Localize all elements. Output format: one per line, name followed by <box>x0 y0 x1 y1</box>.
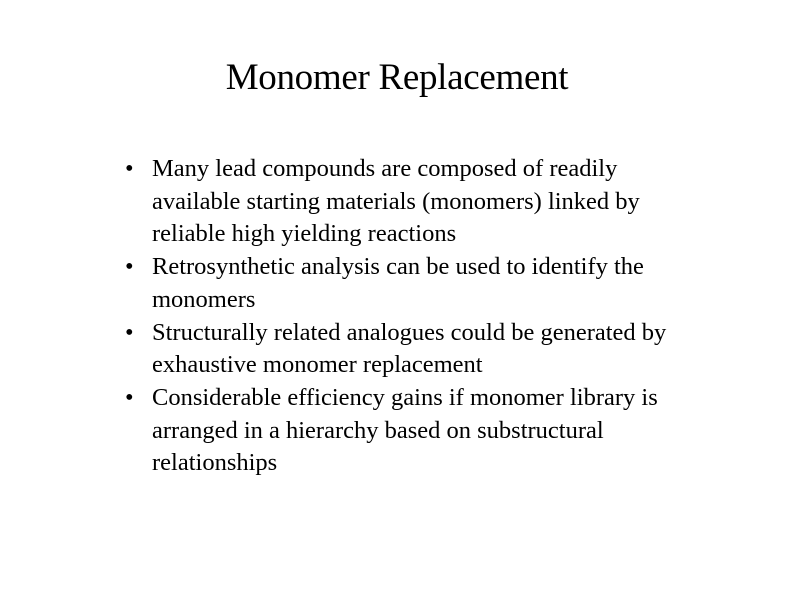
bullet-item <box>125 251 672 316</box>
bullet-item <box>125 153 672 251</box>
bullet-item <box>125 382 672 480</box>
bullet-marker: • <box>125 155 134 182</box>
bullet-marker: • <box>125 253 134 281</box>
bullet-text: Structurally related analogues could be generated by exhaustive monomer replacement <box>152 318 667 379</box>
bullet-text: Many lead compounds are composed of readily available starting materials (monomers) linked by reliable high yielding reactions <box>152 155 640 248</box>
bullet-marker: • <box>125 383 134 411</box>
bullet-text: Retrosynthetic analysis can be used to identify the monomers <box>152 253 644 313</box>
bullet-marker: • <box>125 318 134 346</box>
bullet-list <box>125 153 672 480</box>
bullet-text: Considerable efficiency gains if monomer library is arranged in a hierarchy based on substructural relationships <box>152 383 658 477</box>
bullet-item <box>125 317 672 382</box>
slide-title: Monomer Replacement <box>225 57 569 98</box>
